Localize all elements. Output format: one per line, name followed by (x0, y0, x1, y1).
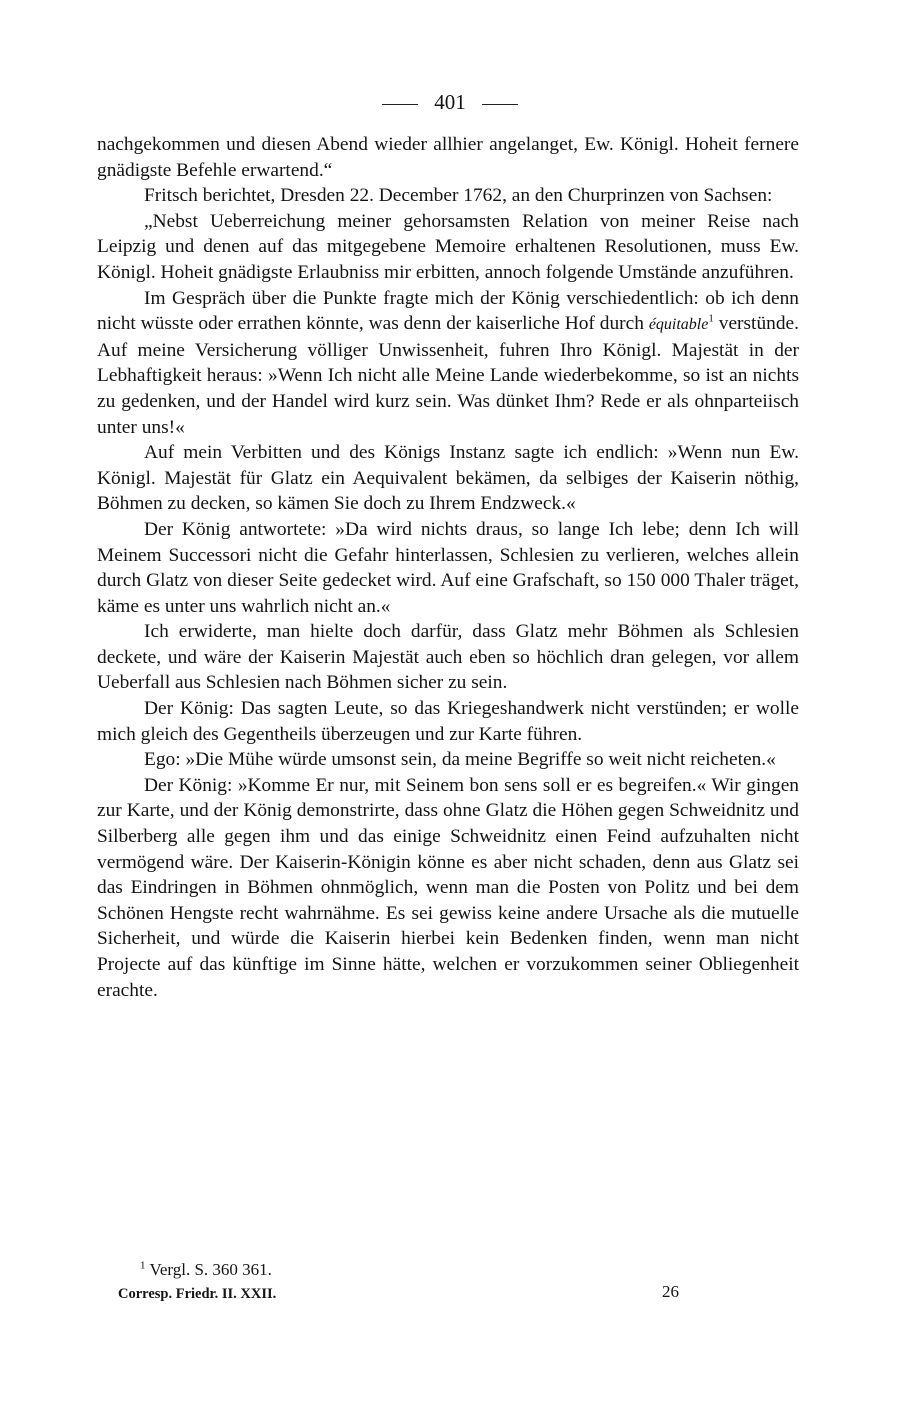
paragraph-continuation: nachgekommen und diesen Abend wieder allhier angelanget, Ew. Königl. Hoheit fernere gnädigste Befehle erwartend.“ (97, 134, 799, 181)
paragraph-conversation (97, 286, 799, 441)
emphasized-word: équitable (648, 316, 709, 334)
paragraph-text: verstünde. Auf meine Versicherung völliger Unwissenheit, fuhren Ihro Königl. Majestät in der Lebhaftigkeit heraus: »Wenn Ich nicht alle Meine Lande wiederbekomme, so ist an nichts zu gedenken, und der Handel wird kurz sein. Was dünket Ihm? Rede er als ohnparteiisch unter uns!« (97, 313, 799, 438)
header-rule-left (382, 104, 418, 105)
sheet-number: 26 (662, 1282, 679, 1301)
paragraph-king-map: Der König: Das sagten Leute, so das Kriegeshandwerk nicht verstünden; er wolle mich gleich des Gegentheils überzeugen und zur Karte führen. (97, 698, 799, 745)
paragraph-text: Im Gespräch über die Punkte fragte mich der König verschiedentlich: ob ich denn nicht wüsste oder errathen könnte, was denn der kaiserliche Hof durch (97, 287, 799, 335)
paragraph-ego: Ego: »Die Mühe würde umsonst sein, da meine Begriffe so weit nicht reicheten.« (144, 749, 776, 771)
paragraph-king-answer: Der König antwortete: »Da wird nichts draus, so lange Ich lebe; denn Ich will Meinem Successori nicht die Gefahr hinterlassen, Schlesien zu verlieren, welches allein durch Glatz von dieser Seite gedecket wird. Auf eine Grafschaft, so 150 000 Thaler träget, käme es unter uns wahrlich nicht an.« (97, 518, 799, 617)
paragraph-letter-opening: „Nebst Ueberreichung meiner gehorsamsten Relation von meiner Reise nach Leipzig und denen auf das mitgegebene Memoire erhaltenen Resolutionen, muss Ew. Königl. Hoheit gnädigste Erlaubniss mir erbitten, annoch folgende Umstände anzuführen. (97, 210, 799, 283)
footnote-reference: 1 (708, 312, 714, 325)
footnote-mark: 1 (140, 1259, 146, 1272)
page-header (0, 88, 900, 116)
paragraph-request: Auf mein Verbitten und des Königs Instanz sagte ich endlich: »Wenn nun Ew. Königl. Majestät für Glatz ein Aequivalent bekämen, da selbiges der Kaiserin nöthig, Böhmen zu decken, so kämen Sie doch zu Ihrem Endzweck.« (97, 442, 799, 515)
paragraph-demonstration: Der König: »Komme Er nur, mit Seinem bon sens soll er es begreifen.« Wir gingen zur Karte, und der König demonstrirte, dass ohne Glatz die Höhen gegen Schweidnitz und Silberberg alle gegen ihm und das einige Schweidnitz einen Feind aufzuhalten nicht vermögend wäre. Der Kaiserin-Königin könne es aber nicht schaden, denn aus Glatz sei das Eindringen in Böhmen ohnmöglich, wenn man die Posten von Politz und bei dem Schönen Hengste recht wahrnähme. Es sei gewiss keine andere Ursache als die mutuelle Sicherheit, und würde die Kaiserin hierbei kein Bedenken finden, wenn man nicht Projecte auf das künftige im Sinne hätte, welchen er vorzukommen seiner Obliegenheit erachte. (97, 774, 799, 1001)
body-text (97, 132, 799, 1003)
page-number: 401 (434, 90, 466, 114)
footnote (140, 1258, 272, 1282)
paragraph-report-intro: Fritsch berichtet, Dresden 22. December 1762, an den Churprinzen von Sachsen: (144, 185, 773, 207)
paragraph-reply: Ich erwiderte, man hielte doch darfür, dass Glatz mehr Böhmen als Schlesien deckete, und wäre der Kaiserin Majestät auch eben so höchlich dran gelegen, vor allem Ueberfall aus Schlesien nach Böhmen sicher zu sein. (97, 621, 799, 694)
footnote-text: Vergl. S. 360 361. (149, 1260, 272, 1279)
signature-line: Corresp. Friedr. II. XXII. (118, 1286, 277, 1302)
header-rule-right (482, 104, 518, 105)
